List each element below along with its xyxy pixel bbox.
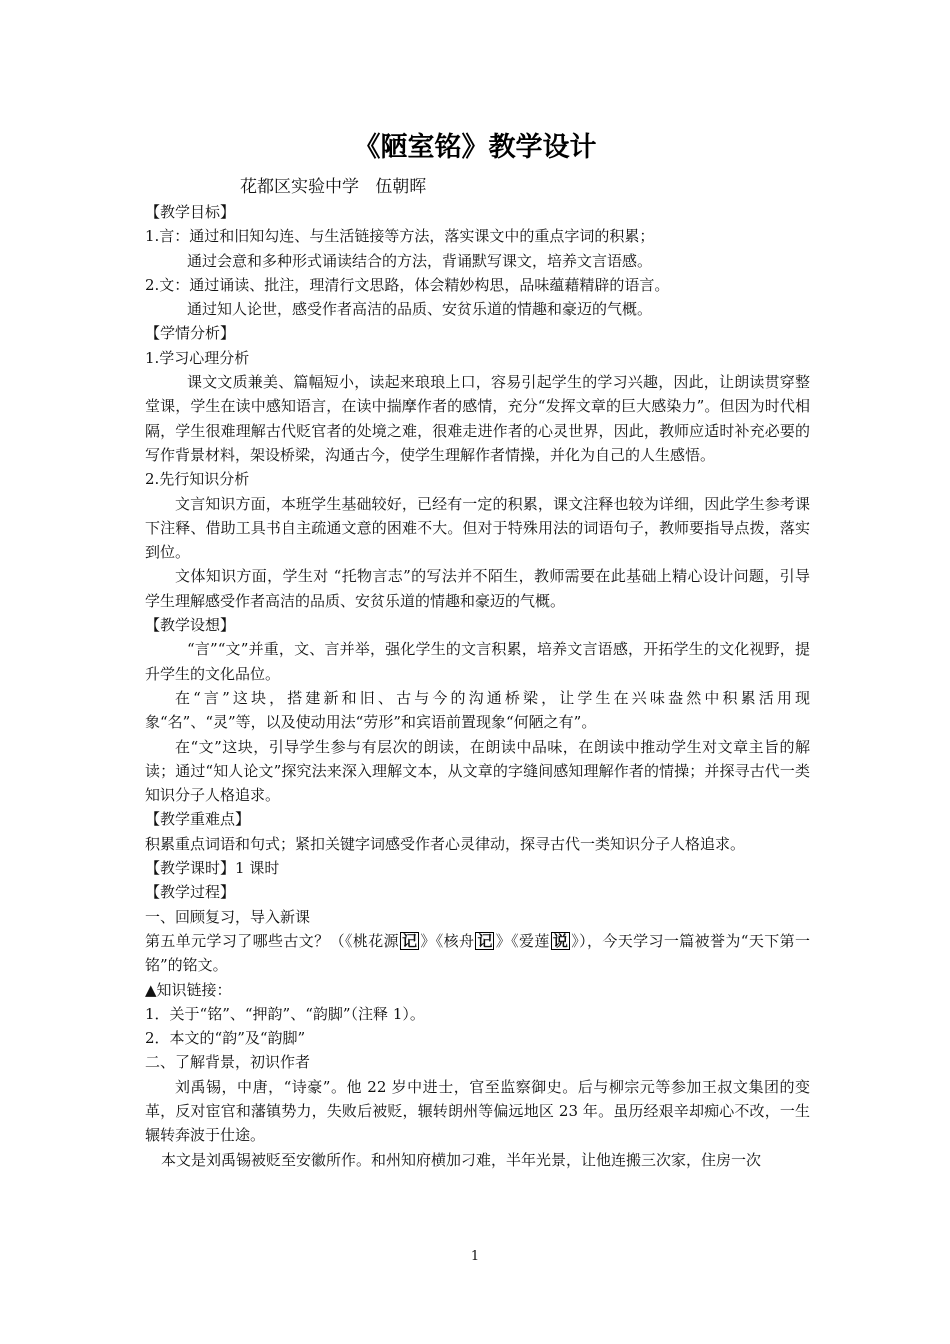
step-heading: 二、了解背景，初识作者	[145, 1053, 311, 1072]
step-heading: 一、回顾复习，导入新课	[145, 907, 311, 926]
paragraph: 在“文”这块，引导学生参与有层次的朗读，在朗读中品味，在朗读中推动学生对文章主旨的解读；通过“知人论文”探究法来深入理解文本，从文章的字缝间感知理解作者的情操；并探寻古代一类知识分子人格追求。	[145, 737, 810, 805]
section-heading-keypoints: 【教学重难点】	[145, 810, 251, 829]
text-run: 》《核舟	[419, 931, 475, 950]
paragraph: 积累重点词语和句式；紧扣关键字词感受作者心灵律动，探寻古代一类知识分子人格追求。	[145, 834, 746, 853]
knowledge-link-heading: ▲知识链接：	[145, 980, 232, 999]
section-heading-process: 【教学过程】	[145, 883, 236, 902]
list-item: 2．本文的“韵”及“韵脚”	[145, 1029, 306, 1048]
paragraph: 课文文质兼美、篇幅短小，读起来琅琅上口，容易引起学生的学习兴趣，因此，让朗读贯穿整堂课，学生在读中感知语言，在读中揣摩作者的感情，充分“发挥文章的巨大感染力”。但因为时代相隔，学生很难理解古代贬官者的处境之难，很难走进作者的心灵世界，因此，教师应适时补充必要的写作背景材料，架设桥梁，沟通古今，使学生理解作者情操，并化为自己的人生感悟。	[145, 373, 810, 464]
list-item: 1．关于“铭”、“押韵”、“韵脚”（注释 1）。	[145, 1004, 425, 1023]
paragraph: 刘禹锡，中唐，“诗豪”。他 22 岁中进士，官至监察御史。后与柳宗元等参加王叔文集团的变革，反对宦官和藩镇势力，失败后被贬，辗转朗州等偏远地区 23 年。虽历经艰辛却痴心不改，一生辗转奔波于仕途。	[145, 1077, 810, 1145]
objective-line: 通过知人论世，感受作者高洁的品质、安贫乐道的情趣和豪迈的气概。	[187, 300, 653, 319]
objective-line: 2.文：通过诵读、批注，理清行文思路，体会精妙构思，品味蕴藉精辟的语言。	[145, 275, 670, 294]
paragraph: 文言知识方面，本班学生基础较好，已经有一定的积累，课文注释也较为详细，因此学生参考课下注释、借助工具书自主疏通文意的困难不大。但对于特殊用法的词语句子，教师要指导点拨，落实到位。	[145, 494, 810, 562]
hours-label: 【教学课时】	[145, 859, 236, 878]
page-number: 1	[470, 1249, 480, 1264]
subheading: 1.学习心理分析	[145, 348, 250, 367]
paragraph: “言”“文”并重，文、言并举，强化学生的文言积累，培养文言语感，开拓学生的文化视野，提升学生的文化品位。	[145, 640, 810, 683]
section-heading-concept: 【教学设想】	[145, 616, 236, 635]
text-run: 第五单元学习了哪些古文？（《桃花源	[145, 931, 399, 950]
objective-line: 通过会意和多种形式诵读结合的方法，背诵默写课文，培养文言语感。	[187, 251, 653, 270]
document-title: 《陋室铭》教学设计	[353, 132, 597, 163]
paragraph: 在“言”这块，搭建新和旧、古与今的沟通桥梁，让学生在兴味盎然中积累活用现象“名”、“灵”等，以及使动用法“劳形”和宾语前置现象“何陋之有”。	[145, 688, 810, 732]
text-run: 》），今天学习一篇被誉为“天下第一铭”的铭文。	[145, 931, 810, 975]
author-line: 花都区实验中学 伍朝晖	[240, 177, 427, 197]
text-run: 》《爱莲	[495, 931, 550, 950]
paragraph: 文体知识方面，学生对 “托物言志”的写法并不陌生，教师需要在此基础上精心设计问题，引导学生理解感受作者高洁的品质、安贫乐道的情趣和豪迈的气概。	[145, 567, 810, 610]
paragraph: 本文是刘禹锡被贬至安徽所作。和州知府横加刁难，半年光景，让他连搬三次家，住房一次	[161, 1150, 762, 1169]
section-heading-objectives: 【教学目标】	[145, 203, 236, 221]
boxed-char: 记	[477, 931, 493, 950]
document-body	[145, 200, 810, 1172]
paragraph	[145, 929, 810, 978]
subheading: 2.先行知识分析	[145, 470, 250, 489]
section-heading-hours	[145, 856, 810, 880]
objective-line: 1.言：通过和旧知勾连、与生活链接等方法，落实课文中的重点字词的积累；	[145, 227, 655, 246]
boxed-char: 记	[401, 931, 417, 950]
boxed-char: 说	[552, 931, 568, 950]
section-heading-analysis: 【学情分析】	[145, 324, 236, 343]
hours-value: 1 课时	[235, 859, 280, 878]
